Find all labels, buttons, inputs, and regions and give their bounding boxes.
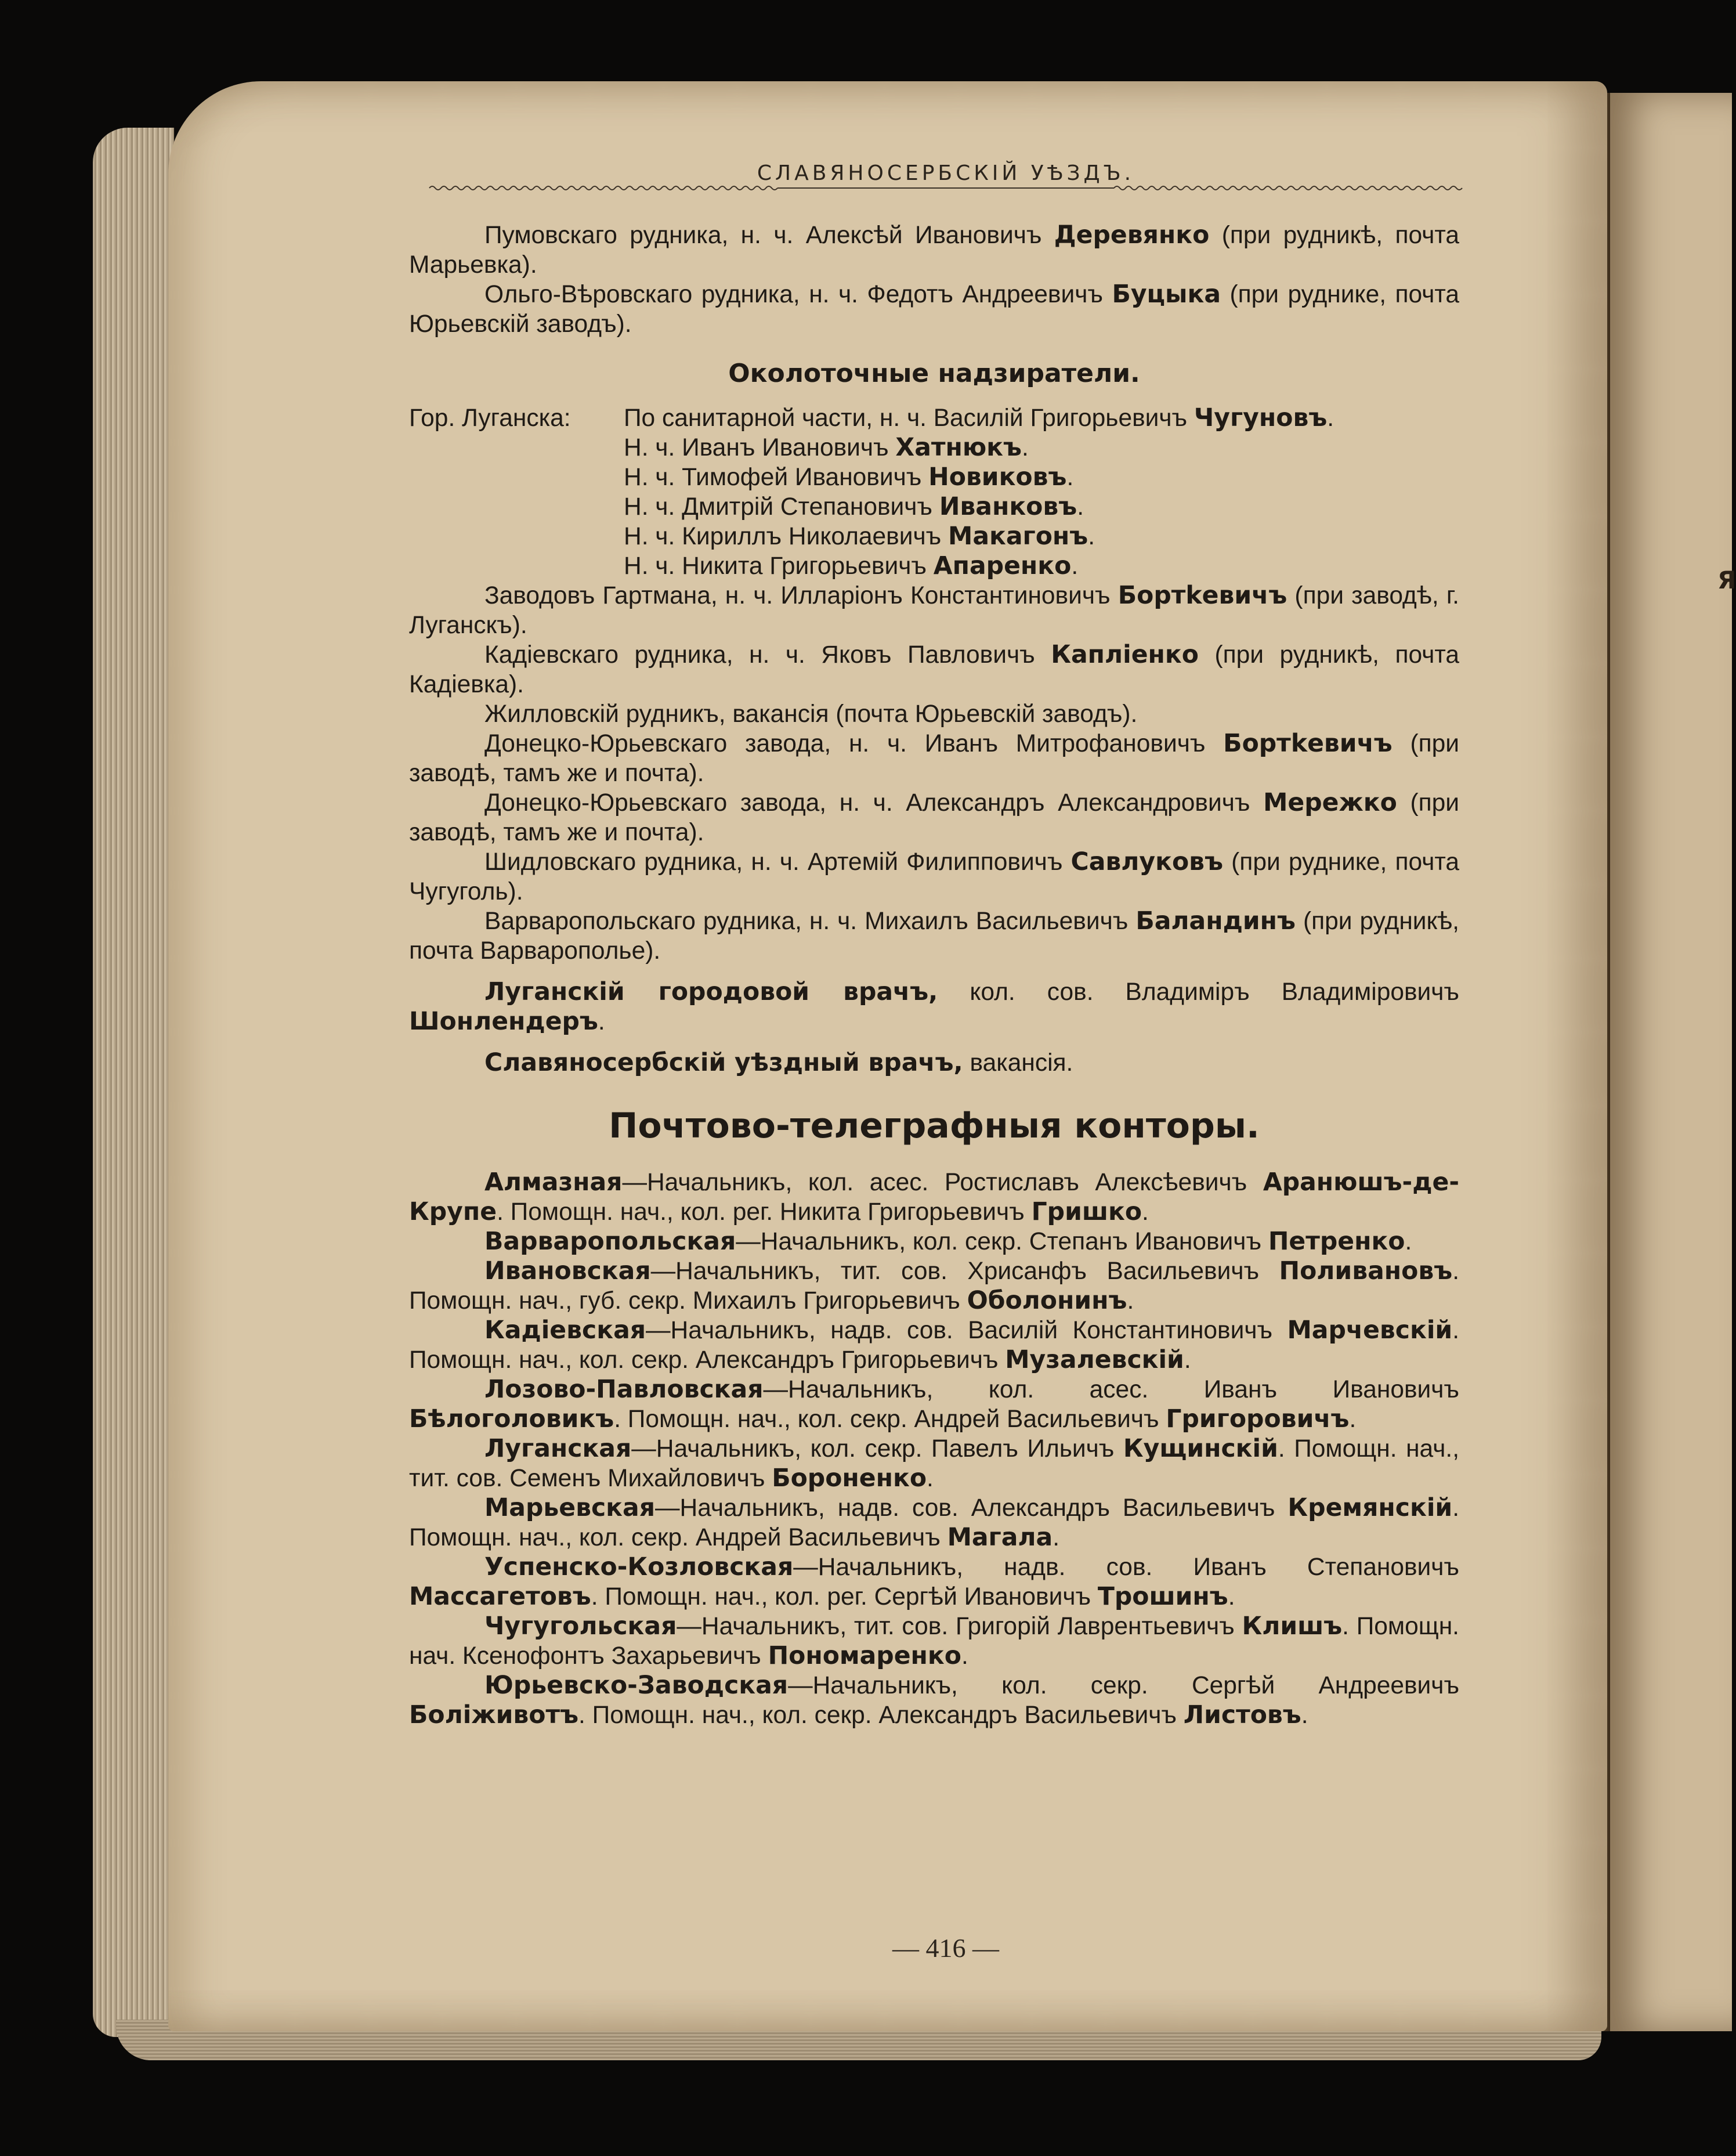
person-name: Иванковъ	[939, 493, 1077, 521]
person-name: Бороненко	[772, 1464, 927, 1493]
plant-entry: Донецко-Юрьевскаго завода, н. ч. Иванъ Митрофановичъ Бортkевичъ (при заводѣ, тамъ же и почта).	[409, 729, 1460, 787]
page-number: — 416 —	[892, 1933, 999, 1963]
person-name: Буцыка	[1112, 280, 1221, 309]
city-label: Гор. Луганска:	[409, 405, 571, 432]
person-name: Гришко	[1031, 1198, 1142, 1226]
person-name: Кремянскій	[1287, 1494, 1453, 1522]
post-office-entry: Кадіевская—Начальникъ, надв. сов. Василій Константиновичъ Марчевскій. Помощн. нач., кол. секр. Александръ Григорьевичъ Музалевскій.	[409, 1316, 1459, 1374]
plant-entry: Шидловскаго рудника, н. ч. Артемій Филипповичъ Савлуковъ (при руднике, почта Чугуголь).	[409, 848, 1459, 905]
person-name: Григоровичъ	[1166, 1405, 1350, 1433]
person-name: Клишъ	[1242, 1612, 1343, 1641]
facing-page-letter: Я	[1717, 566, 1736, 594]
office-name: Юрьевско-Заводская	[484, 1671, 789, 1700]
person-name: Боліживотъ	[409, 1701, 579, 1729]
running-head-rule	[429, 185, 1462, 192]
person-name: Листовъ	[1183, 1701, 1301, 1729]
post-office-entry: Алмазная—Начальникъ, кол. асес. Ростиславъ Алексѣевичъ Аранюшъ-де-Крупе. Помощн. нач., кол. рег. Никита Григорьевичъ Гришко.	[409, 1168, 1459, 1226]
office-name: Марьевская	[484, 1494, 655, 1522]
person-name: Капліенко	[1051, 641, 1199, 669]
mine-entry: Пумовскаго рудника, н. ч. Алексѣй Ивановичъ Деревянко (при рудникѣ, почта Марьевка).	[409, 221, 1459, 279]
section-heading-post-offices: Почтово-телеграфныя конторы.	[609, 1106, 1260, 1146]
section-heading-police: Околоточные надзиратели.	[728, 359, 1140, 388]
police-entry: Н. ч. Кириллъ Николаевичъ Макагонъ.	[624, 522, 1095, 551]
post-office-entry: Луганская—Начальникъ, кол. секр. Павелъ Ильичъ Кущинскій. Помощн. нач., тит. сов. Семенъ Михайловичъ Бороненко.	[409, 1435, 1460, 1493]
person-name: Поливановъ	[1279, 1257, 1453, 1285]
person-name: Чугуновъ	[1194, 404, 1328, 432]
person-name: Баландинъ	[1135, 907, 1296, 936]
office-name: Луганская	[484, 1435, 632, 1463]
person-name: Марчевскій	[1287, 1316, 1453, 1345]
facing-page	[1604, 93, 1736, 2031]
person-name: Магала	[947, 1523, 1053, 1552]
office-name: Ивановская	[484, 1257, 651, 1285]
person-name: Макагонъ	[948, 522, 1088, 551]
police-entry: Гор. Луганска: По санитарной части, н. ч. Василій Григорьевичъ Чугуновъ.	[409, 404, 1334, 432]
person-name: Пономаренко	[768, 1642, 961, 1670]
person-name: Петренко	[1268, 1227, 1405, 1256]
post-office-entry: Марьевская—Начальникъ, надв. сов. Александръ Васильевичъ Кремянскій. Помощн. нач., кол. секр. Андрей Васильевичъ Магала.	[409, 1494, 1459, 1552]
page-text	[409, 221, 1459, 1730]
person-name: Деревянко	[1054, 221, 1210, 250]
running-head: СЛАВЯНОСЕРБСКІЙ УѢЗДЪ.	[757, 161, 1135, 185]
doctor-entry: Луганскій городовой врачъ, кол. сов. Владиміръ Владиміровичъ Шонлендеръ.	[409, 978, 1459, 1036]
post-office-entry: Варваропольская—Начальникъ, кол. секр. Степанъ Ивановичъ Петренко.	[484, 1227, 1412, 1256]
office-name: Варваропольская	[484, 1227, 736, 1256]
plant-entry: Варваропольскаго рудника, н. ч. Михаилъ Васильевичъ Баландинъ (при рудникѣ, почта Варварополье).	[409, 907, 1459, 965]
doctor-entry: Славяносербскій уѣздный врачъ, вакансія.	[484, 1049, 1073, 1077]
person-name: Кущинскій	[1123, 1435, 1278, 1463]
person-name: Новиковъ	[928, 463, 1067, 492]
office-name: Успенско-Козловская	[484, 1553, 794, 1581]
person-name: Трошинъ	[1097, 1583, 1228, 1611]
person-name: Аранюшъ-де-Крупе	[409, 1168, 1459, 1226]
book-page-edges	[93, 128, 174, 2037]
office-name: Лозово-Павловская	[484, 1375, 764, 1404]
person-name: Мережко	[1263, 789, 1397, 817]
person-name: Хатнюкъ	[895, 434, 1022, 462]
person-name: Музалевскій	[1005, 1346, 1184, 1374]
person-name: Массагетовъ	[409, 1583, 591, 1611]
person-name: Шонлендеръ	[409, 1007, 598, 1036]
mine-entry: Ольго-Вѣровскаго рудника, н. ч. Федотъ Андреевичъ Буцыка (при руднике, почта Юрьевскій заводъ).	[409, 280, 1459, 338]
police-entry: Н. ч. Никита Григорьевичъ Апаренко.	[624, 552, 1079, 580]
plant-entry: Заводовъ Гартмана, н. ч. Илларіонъ Константиновичъ Бортkевичъ (при заводѣ, г. Луганскъ).	[409, 582, 1459, 639]
person-name: Бортkевичъ	[1117, 582, 1287, 610]
person-name: Апаренко	[933, 552, 1072, 580]
post-office-entry: Лозово-Павловская—Начальникъ, кол. асес. Иванъ Ивановичъ Бѣлоголовикъ. Помощн. нач., кол. секр. Андрей Васильевичъ Григоровичъ.	[409, 1375, 1459, 1433]
post-office-entry: Чугугольская—Начальникъ, тит. сов. Григорій Лаврентьевичъ Клишъ. Помощн. нач. Ксенофонтъ Захарьевичъ Пономаренко.	[409, 1612, 1459, 1670]
office-name: Чугугольская	[484, 1612, 677, 1641]
plant-entry: Жилловскій рудникъ, вакансія (почта Юрьевскій заводъ).	[484, 700, 1138, 728]
post-office-entry: Ивановская—Начальникъ, тит. сов. Хрисанфъ Васильевичъ Поливановъ. Помощн. нач., губ. секр. Михаилъ Григорьевичъ Оболонинъ.	[409, 1257, 1459, 1315]
person-name: Оболонинъ	[967, 1287, 1127, 1315]
office-name: Алмазная	[484, 1168, 623, 1197]
person-name: Бортkевичъ	[1223, 729, 1393, 758]
post-office-entry: Юрьевско-Заводская—Начальникъ, кол. секр. Сергѣй Андреевичъ Боліживотъ. Помощн. нач., кол. секр. Александръ Васильевичъ Листовъ.	[409, 1671, 1459, 1729]
plant-entry: Донецко-Юрьевскаго завода, н. ч. Александръ Александровичъ Мережко (при заводѣ, тамъ же и почта).	[409, 789, 1459, 846]
doctor-title: Славяносербскій уѣздный врачъ,	[484, 1049, 963, 1077]
plant-entry: Кадіевскаго рудника, н. ч. Яковъ Павловичъ Капліенко (при рудникѣ, почта Кадіевка).	[409, 641, 1459, 698]
police-entry: Н. ч. Дмитрій Степановичъ Иванковъ.	[624, 493, 1084, 521]
person-name: Савлуковъ	[1070, 848, 1224, 876]
doctor-title: Луганскій городовой врачъ,	[484, 978, 938, 1006]
police-entry: Н. ч. Тимофей Ивановичъ Новиковъ.	[624, 463, 1074, 492]
police-entry: Н. ч. Иванъ Ивановичъ Хатнюкъ.	[624, 434, 1029, 462]
post-office-entry: Успенско-Козловская—Начальникъ, надв. сов. Иванъ Степановичъ Массагетовъ. Помощн. нач., кол. рег. Сергѣй Ивановичъ Трошинъ.	[409, 1553, 1459, 1611]
office-name: Кадіевская	[484, 1316, 646, 1345]
person-name: Бѣлоголовикъ	[409, 1405, 614, 1433]
